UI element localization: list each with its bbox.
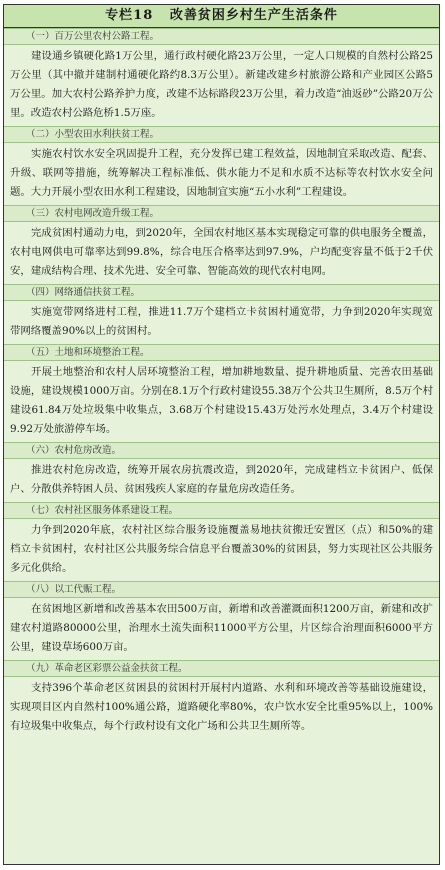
section-text-3: 完成贫困村通动力电，到2020年，全国农村地区基本实现稳定可靠的供电服务全覆盖，农村电网供电可靠率达到99.8%，综合电压合格率达到97.9%，户均配变容量不低于2千伏安，建成结构合理、技术先进、安全可靠、智能高效的现代农村电网。 [10, 227, 433, 277]
section-heading-5: （五）土地和环境整治工程。 [4, 344, 439, 361]
column-box [3, 4, 440, 865]
section-heading-6: （六）农村危房改造。 [4, 442, 439, 459]
section-text-4: 实施宽带网络进村工程，推进11.7万个建档立卡贫困村通宽带，力争到2020年实现宽带网络覆盖90%以上的贫困村。 [10, 306, 433, 337]
section-heading-9: （九）革命老区彩票公益金扶贫工程。 [4, 660, 439, 677]
column-title: 专栏18 改善贫困乡村生产生活条件 [4, 5, 439, 28]
section-heading-8: （八）以工代赈工程。 [4, 581, 439, 598]
section-heading-2: （二）小型农田水利扶贫工程。 [4, 126, 439, 143]
section-heading-4: （四）网络通信扶贫工程。 [4, 284, 439, 301]
section-text-2: 实施农村饮水安全巩固提升工程，充分发挥已建工程效益，因地制宜采取改造、配套、升级、联网等措施，统筹解决工程标准低、供水能力不足和水质不达标等农村饮水安全问题。大力开展小型农田水利工程建设，因地制宜实施“五小水利”工程建设。 [10, 148, 433, 198]
section-text-9: 支持396个革命老区贫困县的贫困村开展村内道路、水利和环境改善等基础设施建设，实现项目区内自然村100%通公路，道路硬化率80%，农户饮水安全比重95%以上，100%有垃圾集中收集点，每个行政村设有文化广场和公共卫生厕所等。 [10, 682, 433, 732]
section-heading-1: （一）百万公里农村公路工程。 [4, 28, 439, 45]
section-text-6: 推进农村危房改造，统筹开展农房抗震改造，到2020年，完成建档立卡贫困户、低保户、分散供养特困人员、贫困残疾人家庭的存量危房改造任务。 [10, 464, 433, 495]
section-heading-7: （七）农村社区服务体系建设工程。 [4, 502, 439, 519]
section-text-7: 力争到2020年底，农村社区综合服务设施覆盖易地扶贫搬迁安置区（点）和50%的建档立卡贫困村，农村社区公共服务综合信息平台覆盖30%的贫困县，努力实现社区公共服务多元化供给。 [10, 524, 433, 574]
section-text-5: 开展土地整治和农村人居环境整治工程，增加耕地数量、提升耕地质量、完善农田基础设施，建设规模1000万亩。分别在8.1万个行政村建设55.38万个公共卫生厕所，8.5万个村建设61.84万处垃圾集中收集点，3.68万个村建设15.43万处污水处理点，3.4万个村建设9.92万处旅游停车场。 [10, 366, 433, 435]
section-text-1: 建设通乡镇硬化路1万公里，通行政村硬化路23万公里，一定人口规模的自然村公路25万公里（其中撤并建制村通硬化路约8.3万公里）。新建改建乡村旅游公路和产业园区公路5万公里。加大农村公路养护力度，改建不达标路段23万公里，着力改造“油返砂”公路20万公里。改造农村公路危桥1.5万座。 [10, 50, 433, 119]
section-heading-3: （三）农村电网改造升级工程。 [4, 205, 439, 222]
section-text-8: 在贫困地区新增和改善基本农田500万亩，新增和改善灌溉面积1200万亩，新建和改扩建农村道路80000公里，治理水土流失面积11000平方公里，片区综合治理面积6000平方公里，建设草场600万亩。 [10, 603, 433, 653]
